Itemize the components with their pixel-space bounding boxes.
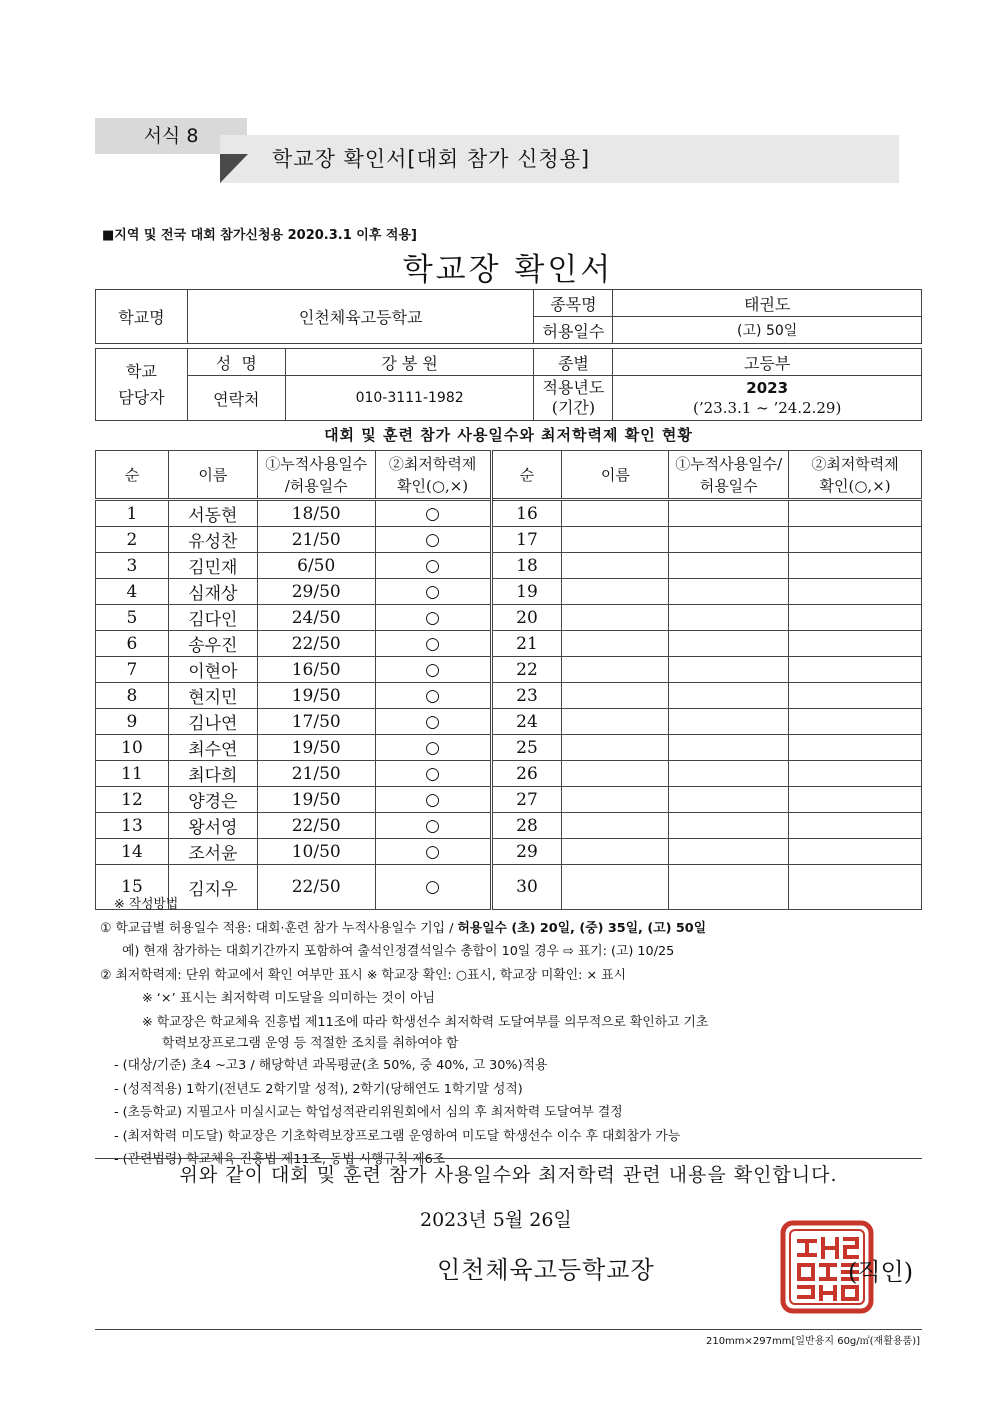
table-row <box>96 735 922 761</box>
row-days-2 <box>669 527 789 553</box>
table-row <box>96 761 922 787</box>
row-days-2 <box>669 631 789 657</box>
period-range: (’23.3.1 ~ ’24.2.29) <box>693 399 842 417</box>
row-no: 14 <box>96 839 169 865</box>
instructions <box>100 893 930 1172</box>
row-no: 11 <box>96 761 169 787</box>
row-days-2 <box>669 709 789 735</box>
row-check: ○ <box>375 839 491 865</box>
row-days: 24/50 <box>257 605 375 631</box>
row-check: ○ <box>375 683 491 709</box>
header-no-2: 순 <box>491 451 562 500</box>
row-days: 21/50 <box>257 761 375 787</box>
row-check-2 <box>789 787 922 813</box>
table-row <box>96 631 922 657</box>
school-name: 인천체육고등학교 <box>187 290 534 344</box>
row-days: 22/50 <box>257 865 375 910</box>
manager-label: 학교 담당자 <box>96 349 188 421</box>
row-check: ○ <box>375 553 491 579</box>
row-days-2 <box>669 735 789 761</box>
row-name-2 <box>562 839 669 865</box>
row-no-2: 23 <box>491 683 562 709</box>
row-no-2: 28 <box>491 813 562 839</box>
row-no: 10 <box>96 735 169 761</box>
row-check: ○ <box>375 761 491 787</box>
row-days-2 <box>669 553 789 579</box>
row-name: 김지우 <box>168 865 257 910</box>
instruction-detail-4: - (최저학력 미도달) 학교장은 기초학력보장프로그램 운영하여 미도달 학생선수 이수 후 대회참가 가능 <box>114 1128 681 1144</box>
form-title-corner <box>220 154 248 183</box>
row-check-2 <box>789 813 922 839</box>
row-no-2: 22 <box>491 657 562 683</box>
row-no: 13 <box>96 813 169 839</box>
row-name: 양경은 <box>168 787 257 813</box>
section-title: 대회 및 훈련 참가 사용일수와 최저학력제 확인 현황 <box>324 426 693 444</box>
row-check-2 <box>789 657 922 683</box>
allowed-days-label: 허용일수 <box>534 317 613 344</box>
row-check: ○ <box>375 527 491 553</box>
row-days-2 <box>669 657 789 683</box>
instruction-item-1-bold: 허용일수 (초) 20일, (중) 35일, (고) 50일 <box>457 920 707 936</box>
instruction-note-1: ※ ‘×’ 표시는 최저학력 미도달을 의미하는 것이 아님 <box>142 991 435 1006</box>
issue-date: 2023년 5월 26일 <box>420 1209 572 1231</box>
row-check-2 <box>789 735 922 761</box>
table-row <box>96 657 922 683</box>
row-check-2 <box>789 631 922 657</box>
signer: 인천체육고등학교장 <box>437 1256 655 1284</box>
division-label: 종별 <box>534 349 613 376</box>
row-days: 22/50 <box>257 813 375 839</box>
row-name-2 <box>562 527 669 553</box>
confirm-text: 위와 같이 대회 및 훈련 참가 사용일수와 최저학력 관련 내용을 확인합니다. <box>179 1164 838 1186</box>
row-no: 12 <box>96 787 169 813</box>
row-days: 10/50 <box>257 839 375 865</box>
row-no: 1 <box>96 500 169 527</box>
instruction-item-1-text: ① 학교급별 허용일수 적용: 대회·훈련 참가 누적사용일수 기입 / <box>100 920 458 936</box>
row-no-2: 25 <box>491 735 562 761</box>
instruction-detail-1: - (대상/기준) 초4 ~고3 / 해당학년 과목평균(초 50%, 중 40%, 고 30%)적용 <box>114 1058 548 1073</box>
row-name-2 <box>562 579 669 605</box>
manager-name-label: 성 명 <box>187 349 285 376</box>
row-name-2 <box>562 553 669 579</box>
row-days: 19/50 <box>257 787 375 813</box>
header-days-2: ①누적사용일수/ 허용일수 <box>669 451 789 500</box>
row-no-2: 18 <box>491 553 562 579</box>
table-row <box>96 605 922 631</box>
row-name-2 <box>562 709 669 735</box>
header-name-2: 이름 <box>562 451 669 500</box>
header-check-2: ②최저학력제 확인(○,×) <box>789 451 922 500</box>
row-check: ○ <box>375 605 491 631</box>
header-no: 순 <box>96 451 169 500</box>
row-name-2 <box>562 735 669 761</box>
row-days: 21/50 <box>257 527 375 553</box>
row-name-2 <box>562 683 669 709</box>
row-no-2: 24 <box>491 709 562 735</box>
row-days-2 <box>669 500 789 527</box>
instruction-detail-3: - (초등학교) 지필고사 미실시교는 학업성적관리위원회에서 심의 후 최저학력 도달여부 결정 <box>114 1105 623 1120</box>
row-name: 유성찬 <box>168 527 257 553</box>
row-no-2: 16 <box>491 500 562 527</box>
row-no-2: 17 <box>491 527 562 553</box>
table-row <box>96 579 922 605</box>
row-no-2: 19 <box>491 579 562 605</box>
row-name: 김다인 <box>168 605 257 631</box>
paper-spec: 210mm×297mm[일반용지 60g/㎡(재활용품)] <box>705 1336 920 1347</box>
table-row <box>96 683 922 709</box>
row-no: 8 <box>96 683 169 709</box>
row-name: 현지민 <box>168 683 257 709</box>
row-name: 송우진 <box>168 631 257 657</box>
row-check: ○ <box>375 787 491 813</box>
form-title: 학교장 확인서[대회 참가 신청용] <box>272 147 591 171</box>
period-value <box>613 376 922 421</box>
row-name-2 <box>562 787 669 813</box>
row-days: 16/50 <box>257 657 375 683</box>
row-check-2 <box>789 553 922 579</box>
row-days-2 <box>669 839 789 865</box>
row-no: 6 <box>96 631 169 657</box>
row-name: 왕서영 <box>168 813 257 839</box>
instructions-heading: ※ 작성방법 <box>114 897 179 912</box>
table-row <box>96 813 922 839</box>
row-no: 3 <box>96 553 169 579</box>
footer-line <box>95 1329 922 1330</box>
contact-value: 010-3111-1982 <box>285 376 534 421</box>
row-check-2 <box>789 683 922 709</box>
instruction-item-2: ② 최저학력제: 단위 학교에서 확인 여부만 표시 ※ 학교장 확인: ○표시, 학교장 미확인: × 표시 <box>100 967 626 983</box>
form-number-label: 서식 8 <box>95 118 247 154</box>
row-days-2 <box>669 787 789 813</box>
row-no-2: 20 <box>491 605 562 631</box>
allowed-days-value: (고) 50일 <box>613 317 922 344</box>
row-days: 22/50 <box>257 631 375 657</box>
event-label: 종목명 <box>534 290 613 317</box>
instruction-note-2a: ※ 학교장은 학교체육 진흥법 제11조에 따라 학생선수 최저학력 도달여부를 의무적으로 확인하고 기초 <box>142 1014 709 1030</box>
table-row <box>96 709 922 735</box>
records-table <box>95 450 922 910</box>
scope-note: ■지역 및 전국 대회 참가신청용 2020.3.1 이후 적용] <box>102 228 417 243</box>
row-days: 6/50 <box>257 553 375 579</box>
info-table <box>95 289 922 421</box>
row-check-2 <box>789 839 922 865</box>
seal-label: (직인) <box>848 1258 914 1286</box>
row-check: ○ <box>375 657 491 683</box>
row-name: 조서윤 <box>168 839 257 865</box>
table-row <box>96 500 922 527</box>
row-check: ○ <box>375 579 491 605</box>
table-row <box>96 839 922 865</box>
row-no: 7 <box>96 657 169 683</box>
row-days: 19/50 <box>257 683 375 709</box>
manager-name: 강 봉 원 <box>285 349 534 376</box>
main-title: 학교장 확인서 <box>402 252 614 288</box>
row-no: 4 <box>96 579 169 605</box>
row-days-2 <box>669 813 789 839</box>
row-check: ○ <box>375 865 491 910</box>
row-name-2 <box>562 605 669 631</box>
instruction-detail-5: - (관련법령) 학교체육 진흥법 제11조, 동법 시행규칙 제6조 <box>114 1152 446 1167</box>
row-name-2 <box>562 761 669 787</box>
row-check: ○ <box>375 631 491 657</box>
row-name: 김민재 <box>168 553 257 579</box>
instruction-item-1 <box>100 917 930 941</box>
row-no: 2 <box>96 527 169 553</box>
division-value: 고등부 <box>613 349 922 376</box>
row-no-2: 29 <box>491 839 562 865</box>
row-check: ○ <box>375 735 491 761</box>
row-name-2 <box>562 631 669 657</box>
row-days-2 <box>669 683 789 709</box>
school-name-label: 학교명 <box>96 290 188 344</box>
event-value: 태권도 <box>613 290 922 317</box>
row-check: ○ <box>375 500 491 527</box>
row-no-2: 27 <box>491 787 562 813</box>
row-name: 서동현 <box>168 500 257 527</box>
period-year: 2023 <box>746 379 789 397</box>
row-check-2 <box>789 605 922 631</box>
row-name: 최다희 <box>168 761 257 787</box>
row-no-2: 26 <box>491 761 562 787</box>
contact-label: 연락처 <box>187 376 285 421</box>
row-days: 29/50 <box>257 579 375 605</box>
header-check: ②최저학력제 확인(○,×) <box>375 451 491 500</box>
row-no: 15 <box>96 865 169 910</box>
table-row <box>96 527 922 553</box>
divider-line <box>95 1158 922 1159</box>
row-name-2 <box>562 813 669 839</box>
row-check-2 <box>789 527 922 553</box>
row-name: 김나연 <box>168 709 257 735</box>
table-row <box>96 553 922 579</box>
header-name: 이름 <box>168 451 257 500</box>
row-check-2 <box>789 579 922 605</box>
row-check: ○ <box>375 709 491 735</box>
instruction-detail-2: - (성적적용) 1학기(전년도 2학기말 성적), 2학기(당해연도 1학기말 성적) <box>114 1081 523 1097</box>
row-check-2 <box>789 500 922 527</box>
row-no-2: 30 <box>491 865 562 910</box>
instruction-note-2b: 학력보장프로그램 운영 등 적절한 조치를 취하여야 함 <box>162 1036 459 1051</box>
row-no: 5 <box>96 605 169 631</box>
row-no-2: 21 <box>491 631 562 657</box>
row-name: 이현아 <box>168 657 257 683</box>
table-row <box>96 787 922 813</box>
row-name: 최수연 <box>168 735 257 761</box>
row-days: 17/50 <box>257 709 375 735</box>
row-check-2 <box>789 761 922 787</box>
row-check-2 <box>789 709 922 735</box>
header-days: ①누적사용일수 /허용일수 <box>257 451 375 500</box>
row-check: ○ <box>375 813 491 839</box>
instruction-example: 예) 현재 참가하는 대회기간까지 포함하여 출석인정결석일수 총합이 10일 경우 ⇨ 표기: (고) 10/25 <box>122 944 675 959</box>
row-name-2 <box>562 657 669 683</box>
row-days-2 <box>669 579 789 605</box>
row-days-2 <box>669 761 789 787</box>
row-days-2 <box>669 605 789 631</box>
row-name: 심재상 <box>168 579 257 605</box>
period-label: 적용년도 (기간) <box>534 376 613 421</box>
row-days: 19/50 <box>257 735 375 761</box>
row-name-2 <box>562 500 669 527</box>
row-no: 9 <box>96 709 169 735</box>
row-days: 18/50 <box>257 500 375 527</box>
